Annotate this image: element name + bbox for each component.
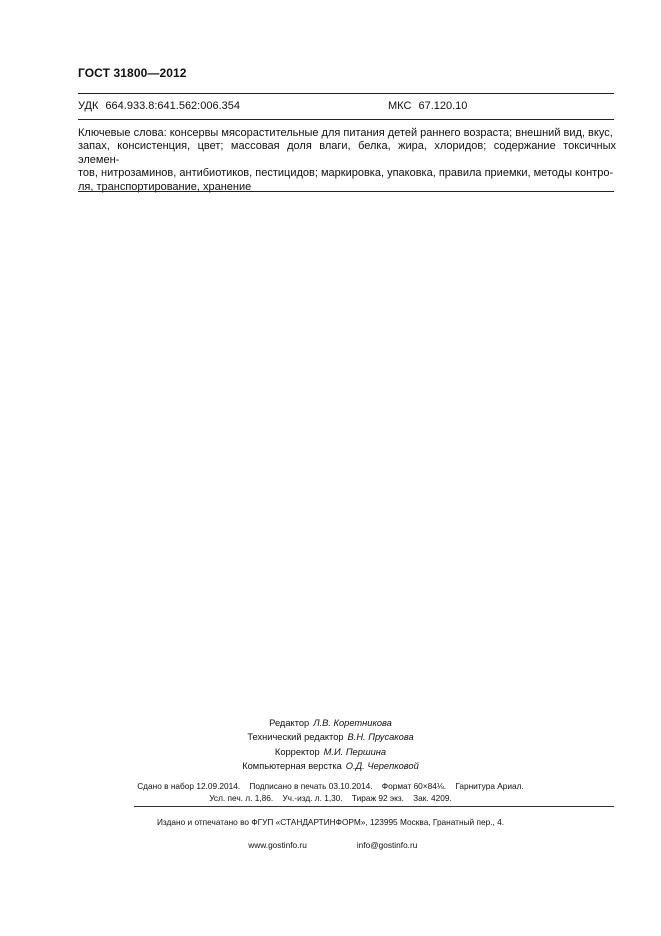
keywords-paragraph — [78, 127, 616, 194]
mks-label: МКС — [388, 100, 412, 112]
keywords-line: Ключевые слова: консервы мясорастительные для питания детей раннего возраста; внешний вид, вкус, — [78, 127, 613, 139]
print-info-line: Сдано в набор 12.09.2014. Подписано в печать 03.10.2014. Формат 60×84⅛. Гарнитура Ариал. — [137, 781, 524, 791]
credit-name: О.Д. Черепковой — [345, 761, 419, 772]
credit-role: Корректор — [274, 746, 320, 757]
imprint-rule — [134, 806, 614, 807]
mks-value: 67.120.10 — [418, 100, 468, 112]
udk-rule — [78, 119, 614, 120]
credit-tech-editor — [0, 730, 661, 744]
credit-editor — [0, 716, 661, 730]
credit-name: М.И. Першина — [323, 746, 387, 757]
keywords-line: запах, консистенция, цвет; массовая доля влаги, белка, жира, хлоридов; содержание токсичных элемен- — [78, 140, 616, 166]
credit-role: Компьютерная верстка — [242, 761, 342, 772]
document-code: ГОСТ 31800—2012 — [78, 66, 187, 80]
publisher-email: info@gostinfo.ru — [356, 840, 418, 850]
credit-role: Редактор — [269, 718, 310, 728]
publisher-contacts — [0, 830, 661, 850]
udk-value: 664.933.8:641.562:006.354 — [105, 100, 240, 112]
keywords-line: тов, нитрозаминов, антибиотиков, пестицидов; маркировка, упаковка, правила приемки, методы контро- — [78, 167, 614, 180]
publisher-line: Издано и отпечатано во ФГУП «СТАНДАРТИНФОРМ», 123995 Москва, Гранатный пер., 4. — [156, 817, 505, 827]
keywords-line: ля, транспортирование, хранение — [78, 180, 252, 193]
header-rule — [78, 93, 614, 94]
credit-role: Технический редактор — [247, 732, 344, 743]
credits-block — [0, 716, 661, 774]
print-info-line: Усл. печ. л. 1,86. Уч.-изд. л. 1,30. Тираж 92 экз. Зак. 4209. — [209, 793, 452, 803]
credit-layout — [0, 759, 661, 773]
udk-line — [78, 100, 240, 112]
credit-proofreader — [0, 745, 661, 759]
mks-line — [388, 100, 467, 112]
credit-name: В.Н. Прусакова — [347, 732, 414, 743]
keywords-rule — [78, 191, 614, 192]
publisher-website: www.gostinfo.ru — [248, 840, 307, 850]
credit-name: Л.В. Коретникова — [313, 718, 392, 728]
udk-label: УДК — [78, 100, 99, 112]
